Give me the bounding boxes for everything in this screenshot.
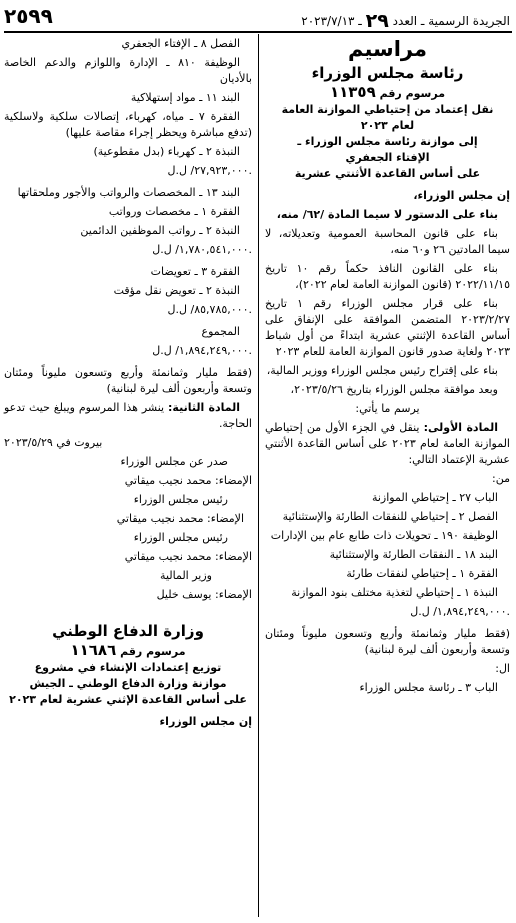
subject-line: نقل إعتماد من إحتياطي الموازنة العامة (281, 103, 494, 116)
page-header (4, 4, 510, 30)
article-label: المادة الثانية: (168, 401, 240, 414)
decree-intro: إن مجلس الوزراء، (413, 189, 510, 202)
signature: الإمضاء: يوسف خليل (156, 588, 252, 601)
budget-line: الوظيفة ١٩٠ ـ تحويلات ذات طابع عام بين الإدارات (270, 529, 498, 542)
to-label: ال: (495, 662, 510, 675)
budget-line: البند ١٣ ـ المخصصات والرواتب والأجور وملحقاتها (17, 186, 240, 199)
decree-number-line (4, 642, 252, 660)
decrees-line: يرسم ما يأتي: (355, 402, 420, 415)
subject-line: الإفتاء الجعفري (345, 151, 430, 164)
legal-basis: بناء على قرار مجلس الوزراء رقم ١ تاريخ ٢٠٢٣/٢/٢٧ المتضمن الموافقة على الإنفاق على أساس القاعدة الإثنتي عشرية ابتداءً من أول شباط ٢٠٢٣ ولغاية صدور قانون الموازنة العامة للعام ٢٠٢٣ (265, 297, 510, 358)
amount: ١,٨٩٤,٢٤٩,٠٠٠/ ل.ل. (410, 605, 510, 618)
issued-by: صدر عن مجلس الوزراء (120, 455, 228, 468)
issue-date: ـ ٢٠٢٣/٧/١٣ (301, 14, 362, 28)
decree-number: ١١٦٨٦ (70, 641, 117, 659)
legal-basis: وبعد موافقة مجلس الوزراء بتاريخ ٢٠٢٣/٥/٢٦، (290, 383, 498, 396)
header-rule (4, 31, 512, 33)
signature: الإمضاء: محمد نجيب ميقاتي (124, 474, 252, 487)
subject-line: على أساس القاعدة الأثنتي عشرية (294, 167, 481, 180)
left-column (4, 36, 252, 733)
page-number: ٢٥٩٩ (4, 4, 53, 28)
legal-basis: بناء على القانون النافذ حكماً رقم ١٠ تاريخ ٢٠٢٢/١١/١٥ (قانون الموازنة العامة لعام ٢٠٢٢)، (265, 262, 510, 291)
article-text: ينشر هذا المرسوم ويبلغ حيث تدعو الحاجة. (4, 401, 252, 430)
column-divider (258, 34, 259, 917)
decree-label: مرسوم رقم (120, 645, 186, 658)
amount-in-words: (فقط مليار وثمانمئة وأربع وتسعون مليوناً ومئتان وتسعة وأربعون ألف ليرة لبنانية) (265, 627, 510, 656)
signatory-title: وزير المالية (160, 569, 212, 582)
subject-line: على أساس القاعدة الإثني عشرية لعام ٢٠٢٣ (9, 693, 247, 706)
subject-line: موازنة وزارة الدفاع الوطني ـ الجيش (29, 677, 227, 690)
budget-line: الفقرة ٧ ـ مياه، كهرباء، إتصالات سلكية ولاسلكية (تدفع مباشرة ويحظر إجراء مقاصة عليها) (4, 110, 252, 139)
amount-in-words: (فقط مليار وثمانمئة وأربع وتسعون مليوناً ومئتان وتسعة وأربعون ألف ليرة لبنانية) (4, 366, 252, 395)
issue-number: ٢٩ (365, 10, 389, 32)
place-date: بيروت في ٢٠٢٣/٥/٢٩ (4, 436, 103, 449)
budget-line: الفصل ٨ ـ الإفتاء الجعفري (121, 37, 240, 50)
budget-line: النبذة ١ ـ إحتياطي لتغذية مختلف بنود الموازنة (291, 586, 498, 599)
budget-line: الفقرة ٣ ـ تعويضات (150, 265, 240, 278)
decree-number: ١١٣٥٩ (329, 83, 376, 101)
signatory-title: رئيس مجلس الوزراء (133, 531, 228, 544)
gazette-header (301, 8, 510, 30)
legal-basis: بناء على قانون المحاسبة العمومية وتعديلاته، لا سيما المادتين ٢٦ و٦٠ منه، (265, 227, 510, 256)
subject-line: إلى موازنة رئاسة مجلس الوزراء ـ (297, 135, 478, 148)
decree-label: مرسوم رقم (379, 87, 446, 100)
budget-line: الوظيفة ٨١٠ ـ الإدارة واللوازم والدعم الخاصة بالأديان (4, 56, 252, 85)
budget-line: النبذة ٢ ـ كهرباء (بدل مقطوعية) (93, 145, 240, 158)
budget-line: الفقرة ١ ـ إحتياطي لنفقات طارئة (346, 567, 498, 580)
article-label: المادة الأولى: (423, 421, 498, 434)
legal-basis: بناء على إقتراح رئيس مجلس الوزراء ووزير المالية، (266, 364, 498, 377)
budget-line: النبذة ٢ ـ رواتب الموظفين الدائمين (80, 224, 240, 237)
from-label: من: (492, 472, 510, 485)
budget-line: الباب ٢٧ ـ إحتياطي الموازنة (371, 491, 498, 504)
amount: ٨٥,٧٨٥,٠٠٠/ ل.ل. (167, 303, 252, 316)
section-title: مراسيم (348, 37, 427, 61)
authority-title: رئاسة مجلس الوزراء (311, 64, 464, 82)
budget-line: النبذة ٢ ـ تعويض نقل مؤقت (113, 284, 240, 297)
article-text: ينقل في الجزء الأول من إحتياطي الموازنة العامة لعام ٢٠٢٣ على أساس القاعدة الأثنتي عشرية الإعتماد التالي: (265, 421, 510, 466)
budget-line: الفقرة ١ ـ مخصصات ورواتب (108, 205, 240, 218)
budget-line: البند ١١ ـ مواد إستهلاكية (130, 91, 240, 104)
signatory-title: رئيس مجلس الوزراء (133, 493, 228, 506)
signature: الإمضاء: محمد نجيب ميقاتي (116, 512, 244, 525)
amount: ٢٧,٩٢٣,٠٠٠/ ل.ل. (167, 164, 252, 177)
subject-line: لعام ٢٠٢٣ (360, 119, 415, 132)
article-two (4, 400, 252, 432)
total-label: المجموع (201, 325, 240, 338)
article-one (265, 420, 510, 468)
budget-line: الفصل ٢ ـ إحتياطي للنفقات الطارئة والإستثنائية (282, 510, 498, 523)
signature: الإمضاء: محمد نجيب ميقاتي (124, 550, 252, 563)
ministry-title: وزارة الدفاع الوطني (52, 622, 204, 640)
legal-basis: بناء على الدستور لا سيما المادة /٦٢/ منه، (276, 208, 498, 221)
budget-line: الباب ٣ ـ رئاسة مجلس الوزراء (359, 681, 498, 694)
gazette-title: الجريدة الرسمية ـ العدد (392, 14, 510, 28)
budget-line: البند ١٨ ـ النفقات الطارئة والإستثنائية (329, 548, 498, 561)
right-column (265, 36, 510, 699)
decree-number-line (265, 84, 510, 102)
amount: ١,٧٨٠,٥٤١,٠٠٠/ ل.ل. (152, 243, 252, 256)
subject-line: توزيع إعتمادات الإنشاء في مشروع (34, 661, 222, 674)
total-amount: ١,٨٩٤,٢٤٩,٠٠٠/ ل.ل. (152, 344, 252, 357)
decree-intro: إن مجلس الوزراء (159, 715, 252, 728)
